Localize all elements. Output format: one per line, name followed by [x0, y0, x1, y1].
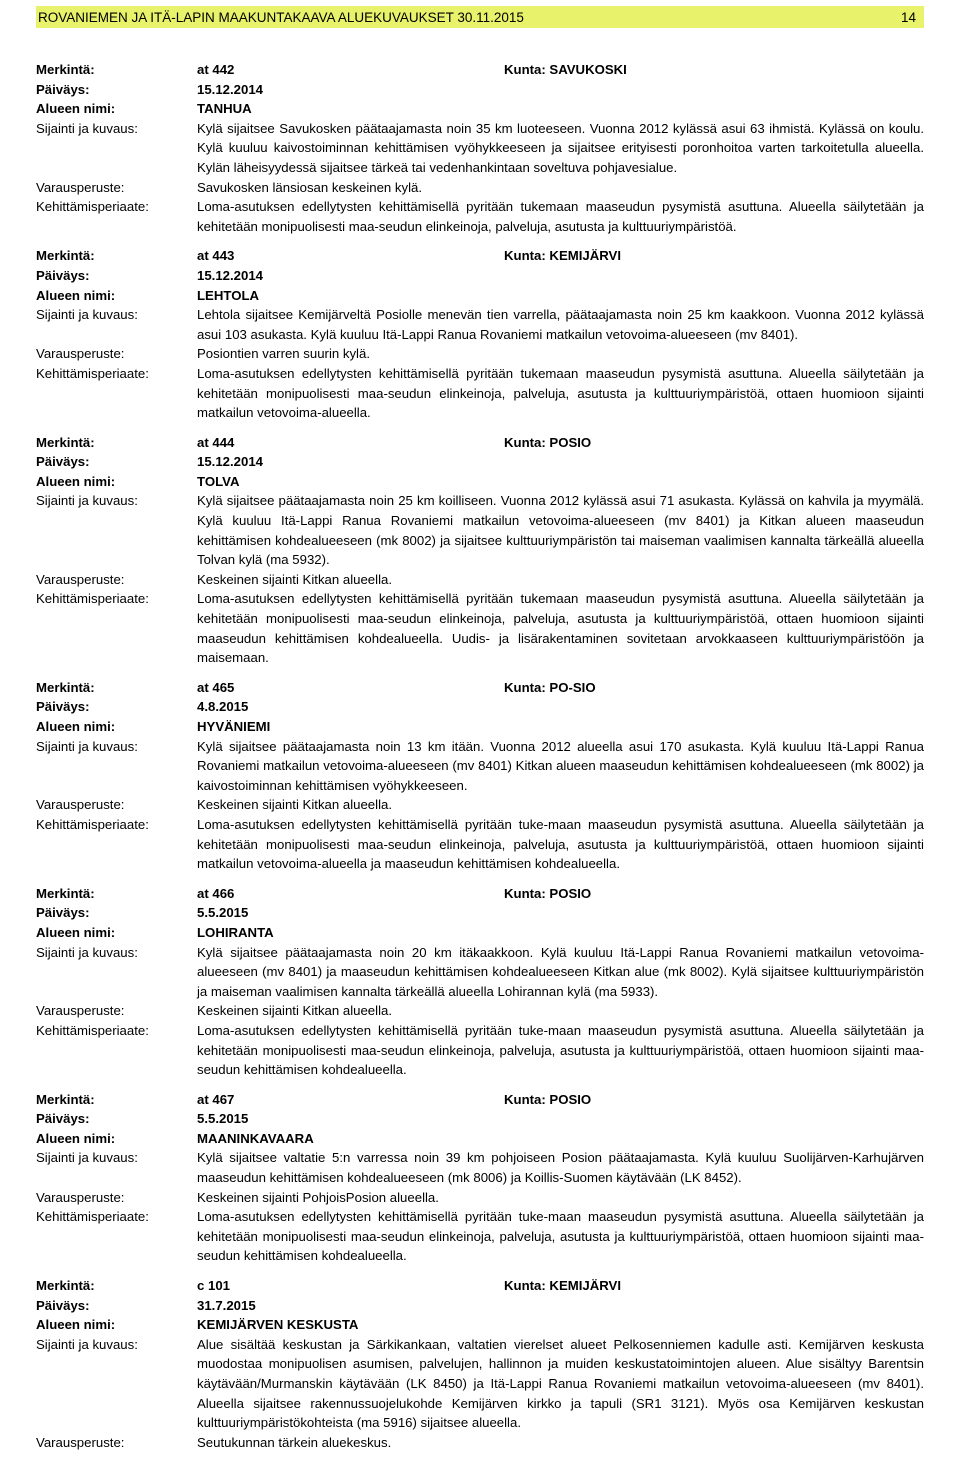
reservation-basis-row: [36, 1433, 924, 1453]
development-principle-text: Loma-asutuksen edellytysten kehittämisellä pyritään tuke-maan maaseudun pysymistä asuttuna. Alueella säilytetään ja kehitetään monipuolisesti maa-seudun elinkeinoja, palveluja, asutusta ja kulttuuriympäristöä, ottaen huomioon sijainti maa-seudun kehittämisen kohdealueella.: [197, 1209, 924, 1264]
area-name-value: MAANINKAVAARA: [197, 1130, 314, 1146]
location-description-row: [36, 943, 924, 1002]
location-description-label: Sijainti ja kuvaus:: [36, 944, 138, 960]
development-principle-text: Loma-asutuksen edellytysten kehittämisellä pyritään tukemaan maaseudun pysymistä asuttuna. Alueella säilytetään ja kehitetään monipuolisesti maa-seudun elinkeinoja, palveluja, asutusta ja kulttuuriympäristöä, ottaen huomioon sijainti matkailun vetovoima-alueella.: [197, 365, 924, 421]
marking-row: [36, 246, 924, 266]
area-name-value: LEHTOLA: [197, 287, 260, 303]
marking-label: Merkintä:: [36, 248, 95, 264]
area-name-row: [36, 472, 924, 492]
municipality: Kunta: POSIO: [504, 1091, 592, 1107]
entry-at-443: [36, 246, 924, 422]
area-name-value: TOLVA: [197, 473, 240, 489]
location-description-text: Kylä sijaitsee valtatie 5:n varressa noin 39 km pohjoiseen Posion päätaajamasta. Kylä kuuluu Suolijärven-Karhujärven maaseudun kehittämisen kohdealueeseen (mk 8006) ja Koillis-Suomen käytävään (LK 8452).: [197, 1150, 924, 1186]
reservation-basis-label: Varausperuste:: [36, 1003, 125, 1019]
location-description-text: Alue sisältää keskustan ja Särkikankaan, valtatien vierelset alueet Pelkosenniemen kadulle asti. Kemijärven keskusta muodostaa monipuolisen asumisen, palvelujen, hallinnon ja muiden keskustatoimintojen alueen. Alue sisältyy Barentsin käytävään/Murmanskin käytävään (LK 8450) ja Itä-Lappi Ranua Rovaniemi matkailun vetovoima-alueeseen (mv 8401). Alueella sijaitsee rakennussuojelukohde Kemijärven kirkko ja tapuli (SR1 3121). Myös osa Kemijärven keskustan kulttuuriympäristökohteista (ma 5916) sijaitsee alueella.: [197, 1336, 924, 1431]
date-label: Päiväys:: [36, 454, 90, 470]
reservation-basis-label: Varausperuste:: [36, 797, 125, 813]
area-name-label: Alueen nimi:: [36, 1317, 116, 1333]
development-principle-text: Loma-asutuksen edellytysten kehittämisellä pyritään tuke-maan maaseudun pysymistä asuttuna. Alueella säilytetään ja kehitetään monipuolisesti maa-seudun elinkeinoja, palveluja, asutusta ja kulttuuriympäristöä, ottaen huomioon sijainti matkailun vetovoima-alueella ja maaseudun kehittämisen kohdealueella.: [197, 816, 924, 872]
reservation-basis-label: Varausperuste:: [36, 1434, 125, 1450]
marking-label: Merkintä:: [36, 885, 95, 901]
marking-row: [36, 884, 924, 904]
area-name-value: HYVÄNIEMI: [197, 719, 271, 734]
date-value: 31.7.2015: [197, 1297, 256, 1313]
area-name-row: [36, 717, 924, 737]
entry-at-467: [36, 1090, 924, 1266]
location-description-row: [36, 1335, 924, 1433]
date-row: [36, 1109, 924, 1129]
date-label: Päiväys:: [36, 905, 90, 921]
area-name-row: [36, 1129, 924, 1149]
location-description-row: [36, 305, 924, 344]
location-description-text: Lehtola sijaitsee Kemijärveltä Posiolle menevän tien varrella, päätaajamasta noin 25 km kaakkoon. Vuonna 2012 kylässä asui 103 asukasta. Kylä kuuluu Itä-Lappi Ranua Rovaniemi matkailun vetovoima-alueeseen (mv 8401).: [197, 307, 924, 342]
reservation-basis-row: [36, 1188, 924, 1208]
reservation-basis-label: Varausperuste:: [36, 1189, 125, 1205]
marking-value: at 442: [197, 62, 235, 77]
marking-label: Merkintä:: [36, 434, 95, 450]
development-principle-row: [36, 364, 924, 423]
area-name-label: Alueen nimi:: [36, 719, 116, 734]
area-name-value: KEMIJÄRVEN KESKUSTA: [197, 1317, 359, 1333]
area-name-label: Alueen nimi:: [36, 473, 116, 489]
date-row: [36, 903, 924, 923]
marking-row: [36, 433, 924, 453]
development-principle-label: Kehittämisperiaate:: [36, 816, 149, 832]
page-number: 14: [900, 9, 916, 25]
municipality: Kunta: KEMIJÄRVI: [504, 248, 621, 264]
marking-label: Merkintä:: [36, 62, 95, 77]
development-principle-label: Kehittämisperiaate:: [36, 199, 149, 215]
marking-row: [36, 1090, 924, 1110]
marking-row: [36, 1276, 924, 1296]
date-value: 5.5.2015: [197, 905, 249, 921]
development-principle-row: [36, 197, 924, 236]
date-label: Päiväys:: [36, 1111, 90, 1127]
location-description-text: Kylä sijaitsee päätaajamasta noin 25 km koilliseen. Vuonna 2012 kylässä asui 71 asukasta. Kylässä on kahvila ja myymälä. Kylä kuuluu Itä-Lappi Ranua Rovaniemi matkailun vetovoima-alueeseen (mv 8401) ja Kitkan alueen maaseudun kehittämisen kohdealueeseen (mk 8002) ja sijaitsee kulttuuriympäristön tai maiseman vaalimisen kannalta tärkeällä alueella Tolvan kylä (ma 5932).: [197, 493, 924, 568]
date-label: Päiväys:: [36, 1297, 90, 1313]
municipality: Kunta: POSIO: [504, 885, 592, 901]
date-row: [36, 80, 924, 100]
date-row: [36, 266, 924, 286]
location-description-label: Sijainti ja kuvaus:: [36, 738, 138, 754]
location-description-row: [36, 1148, 924, 1187]
marking-label: Merkintä:: [36, 679, 95, 695]
marking-label: Merkintä:: [36, 1091, 95, 1107]
entry-at-466: [36, 884, 924, 1080]
date-value: 5.5.2015: [197, 1111, 249, 1127]
development-principle-label: Kehittämisperiaate:: [36, 365, 149, 381]
area-name-label: Alueen nimi:: [36, 101, 116, 117]
entry-at-465: [36, 678, 924, 874]
location-description-text: Kylä sijaitsee päätaajamasta noin 13 km itään. Vuonna 2012 alueella asui 170 asukasta. Kylä kuuluu Itä-Lappi Ranua Rovaniemi matkailun vetovoima-alueeseen (mv 8401) Kitkan alueen maaseudun kehittämisen kohdealueeseen (mk 8002) ja kaivostoiminnan kehittämisen vyöhykkeeseen.: [197, 738, 924, 793]
location-description-label: Sijainti ja kuvaus:: [36, 120, 138, 136]
development-principle-row: [36, 589, 924, 667]
area-name-label: Alueen nimi:: [36, 924, 116, 940]
municipality: Kunta: POSIO: [504, 434, 592, 450]
reservation-basis-row: [36, 795, 924, 815]
development-principle-label: Kehittämisperiaate:: [36, 591, 149, 607]
marking-value: at 467: [197, 1091, 235, 1107]
marking-row: [36, 60, 924, 80]
reservation-basis-text: Keskeinen sijainti PohjoisPosion alueella.: [197, 1189, 439, 1205]
reservation-basis-text: Keskeinen sijainti Kitkan alueella.: [197, 1003, 392, 1019]
date-label: Päiväys:: [36, 81, 90, 97]
reservation-basis-text: Seutukunnan tärkein aluekeskus.: [197, 1434, 392, 1450]
location-description-text: Kylä sijaitsee päätaajamasta noin 20 km itäkaakkoon. Kylä kuuluu Itä-Lappi Ranua Rovaniemi matkailun vetovoima-alueeseen (mv 8401) ja maaseudun kehittämisen kohdealueeseen Kitkan alue (mk 8002). Kylä sijaitsee kulttuuriympäristön ja maiseman vaalimisen kannalta tärkeällä alueella Lohirannan kylä (ma 5933).: [197, 944, 924, 999]
municipality: Kunta: KEMIJÄRVI: [504, 1278, 621, 1294]
date-row: [36, 452, 924, 472]
area-name-label: Alueen nimi:: [36, 287, 116, 303]
reservation-basis-text: Savukosken länsiosan keskeinen kylä.: [197, 179, 423, 195]
marking-row: [36, 678, 924, 698]
area-name-row: [36, 286, 924, 306]
development-principle-label: Kehittämisperiaate:: [36, 1209, 149, 1225]
location-description-row: [36, 737, 924, 796]
development-principle-text: Loma-asutuksen edellytysten kehittämisellä pyritään tukemaan maaseudun pysymistä asuttuna. Alueella säilytetään ja kehitetään monipuolisesti maa-seudun elinkeinoja, palveluja, asutusta ja kulttuuriympäristöä.: [197, 199, 924, 234]
date-label: Päiväys:: [36, 699, 90, 715]
development-principle-row: [36, 1021, 924, 1080]
marking-value: at 465: [197, 679, 235, 695]
location-description-label: Sijainti ja kuvaus:: [36, 1336, 138, 1352]
development-principle-row: [36, 815, 924, 874]
location-description-label: Sijainti ja kuvaus:: [36, 307, 138, 323]
location-description-label: Sijainti ja kuvaus:: [36, 493, 138, 509]
area-name-value: TANHUA: [197, 101, 252, 117]
reservation-basis-row: [36, 1001, 924, 1021]
marking-value: c 101: [197, 1278, 231, 1294]
marking-value: at 443: [197, 248, 235, 264]
date-row: [36, 1296, 924, 1316]
reservation-basis-label: Varausperuste:: [36, 346, 125, 362]
document-header: [36, 6, 924, 28]
reservation-basis-row: [36, 344, 924, 364]
entry-at-444: [36, 433, 924, 668]
date-value: 15.12.2014: [197, 81, 264, 97]
location-description-label: Sijainti ja kuvaus:: [36, 1150, 138, 1166]
entry-c-101: [36, 1276, 924, 1452]
date-value: 15.12.2014: [197, 267, 264, 283]
location-description-text: Kylä sijaitsee Savukosken päätaajamasta noin 35 km luoteeseen. Vuonna 2012 kylässä asui 63 ihmistä. Kylässä on koulu. Kylä kuuluu kaivostoiminnan kehittämisen vyöhykkeeseen ja sijaitsee erityisesti poronhoitoa varten tarkoitetulla alueella. Kylän läheisyydessä sijaitsee tärkeä tai vedenhankintaan soveltuva pohjavesialue.: [197, 120, 924, 175]
entry-at-442: [36, 60, 924, 236]
area-name-row: [36, 923, 924, 943]
date-label: Päiväys:: [36, 267, 90, 283]
municipality: Kunta: PO-SIO: [504, 679, 596, 695]
entries-list: [36, 60, 924, 1462]
area-name-value: LOHIRANTA: [197, 924, 274, 940]
document-title: ROVANIEMEN JA ITÄ-LAPIN MAAKUNTAKAAVA ALUEKUVAUKSET 30.11.2015: [38, 9, 524, 25]
location-description-row: [36, 491, 924, 569]
reservation-basis-row: [36, 178, 924, 198]
location-description-row: [36, 119, 924, 178]
reservation-basis-text: Keskeinen sijainti Kitkan alueella.: [197, 571, 392, 587]
development-principle-text: Loma-asutuksen edellytysten kehittämisellä pyritään tukemaan maaseudun pysymistä asuttuna. Alueella säilytetään ja kehitetään monipuolisesti maa-seudun elinkeinoja, palveluja, asutusta ja kulttuuriympäristöä, ottaen huomioon sijainti maaseudun kehittämisen kohdealueella. Uudis- ja lisärakentaminen sovitetaan arvokkaaseen kulttuuriympäristöön ja maisemaan.: [197, 591, 924, 666]
area-name-row: [36, 1315, 924, 1335]
reservation-basis-text: Posiontien varren suurin kylä.: [197, 346, 370, 362]
date-value: 4.8.2015: [197, 699, 249, 715]
municipality: Kunta: SAVUKOSKI: [504, 62, 627, 77]
date-value: 15.12.2014: [197, 454, 264, 470]
marking-label: Merkintä:: [36, 1278, 95, 1294]
area-name-row: [36, 99, 924, 119]
development-principle-text: Loma-asutuksen edellytysten kehittämisellä pyritään tuke-maan maaseudun pysymistä asuttuna. Alueella säilytetään ja kehitetään monipuolisesti maa-seudun elinkeinoja, palveluja, asutusta ja kulttuuriympäristöä, ottaen huomioon sijainti maa-seudun kehittämisen kohdealueella.: [197, 1022, 924, 1078]
development-principle-label: Kehittämisperiaate:: [36, 1022, 149, 1038]
reservation-basis-row: [36, 570, 924, 590]
area-name-label: Alueen nimi:: [36, 1130, 116, 1146]
reservation-basis-text: Keskeinen sijainti Kitkan alueella.: [197, 797, 392, 813]
marking-value: at 466: [197, 885, 235, 901]
reservation-basis-label: Varausperuste:: [36, 179, 125, 195]
development-principle-row: [36, 1207, 924, 1266]
reservation-basis-label: Varausperuste:: [36, 571, 125, 587]
marking-value: at 444: [197, 434, 235, 450]
date-row: [36, 697, 924, 717]
